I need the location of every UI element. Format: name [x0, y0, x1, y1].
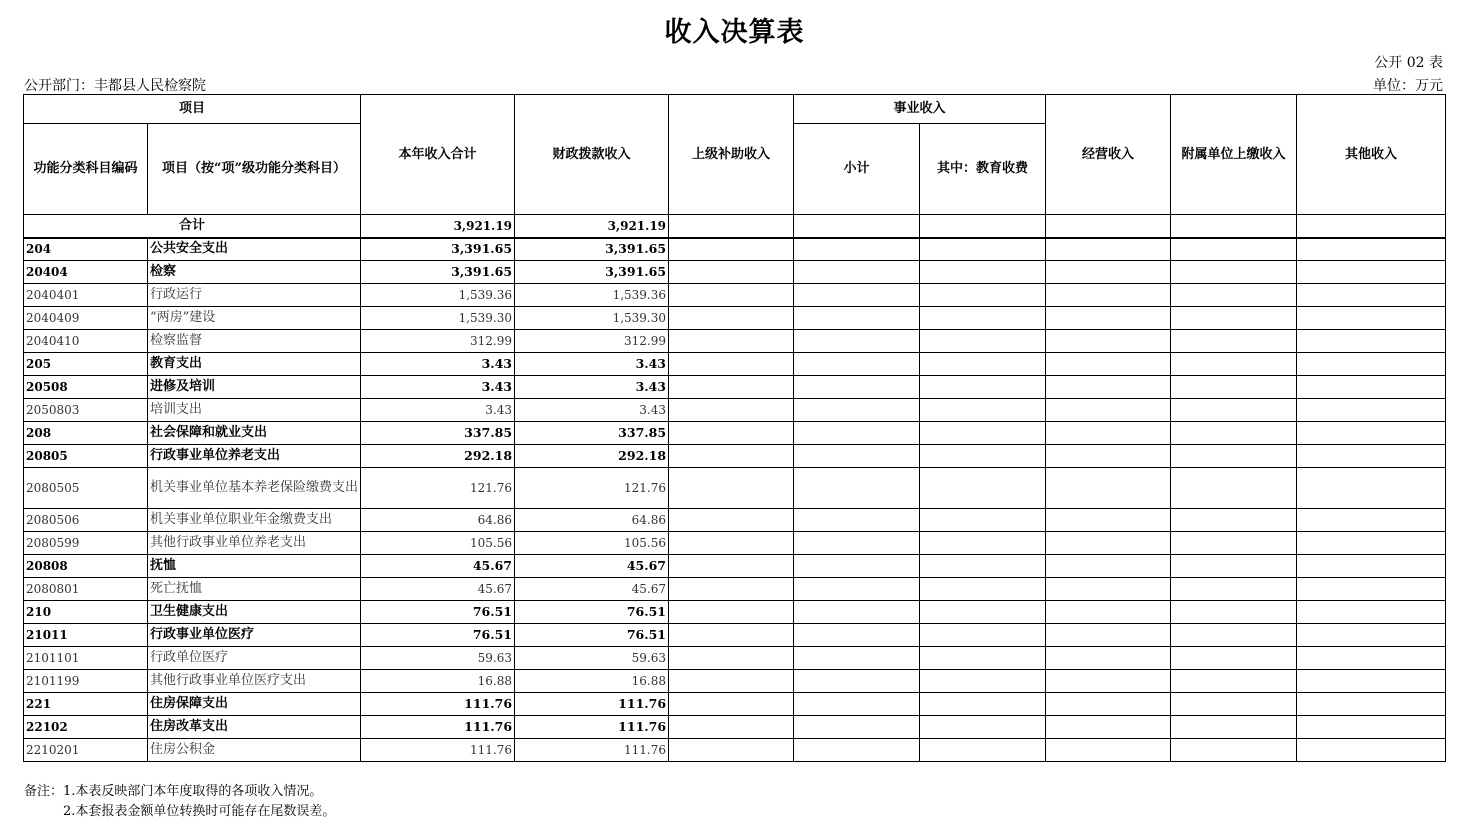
row-code: 2050803	[24, 399, 148, 422]
row-total: 312.99	[361, 330, 515, 353]
row-code: 2210201	[24, 739, 148, 762]
empty-cell	[669, 399, 794, 422]
empty-cell	[1297, 238, 1446, 261]
empty-cell	[1171, 422, 1297, 445]
empty-cell	[920, 647, 1046, 670]
empty-cell	[1046, 647, 1171, 670]
empty-cell	[794, 468, 920, 509]
empty-cell	[920, 238, 1046, 261]
header-affiliated: 附属单位上缴收入	[1171, 95, 1297, 215]
empty-cell	[1297, 693, 1446, 716]
empty-cell	[794, 555, 920, 578]
empty-cell	[920, 399, 1046, 422]
empty-cell	[1046, 739, 1171, 762]
empty-cell	[669, 376, 794, 399]
total-row	[24, 215, 1446, 238]
row-name: 检察监督	[148, 330, 361, 353]
empty-cell	[1171, 468, 1297, 509]
empty-cell	[920, 261, 1046, 284]
total-fiscal: 3,921.19	[515, 215, 669, 238]
empty-cell	[1171, 261, 1297, 284]
row-name: 卫生健康支出	[148, 601, 361, 624]
empty-cell	[920, 445, 1046, 468]
row-code: 20404	[24, 261, 148, 284]
table-row	[24, 422, 1446, 445]
empty-cell	[669, 468, 794, 509]
empty-cell	[920, 670, 1046, 693]
empty-cell	[1297, 284, 1446, 307]
row-code: 205	[24, 353, 148, 376]
empty-cell	[1171, 601, 1297, 624]
row-total: 45.67	[361, 555, 515, 578]
empty-cell	[669, 284, 794, 307]
row-name: “两房”建设	[148, 307, 361, 330]
row-name: 检察	[148, 261, 361, 284]
empty-cell	[794, 330, 920, 353]
row-total: 3.43	[361, 399, 515, 422]
row-fiscal: 111.76	[515, 716, 669, 739]
row-name: 机关事业单位职业年金缴费支出	[148, 509, 361, 532]
header-code: 功能分类科目编码	[24, 124, 148, 215]
row-name: 行政运行	[148, 284, 361, 307]
empty-cell	[1046, 261, 1171, 284]
row-fiscal: 105.56	[515, 532, 669, 555]
empty-cell	[669, 624, 794, 647]
empty-cell	[669, 601, 794, 624]
row-code: 2080599	[24, 532, 148, 555]
row-fiscal: 76.51	[515, 624, 669, 647]
row-name: 行政事业单位医疗	[148, 624, 361, 647]
empty-cell	[669, 739, 794, 762]
row-total: 3,391.65	[361, 238, 515, 261]
empty-cell	[920, 284, 1046, 307]
empty-cell	[920, 693, 1046, 716]
row-code: 204	[24, 238, 148, 261]
empty-cell	[1171, 716, 1297, 739]
empty-cell	[794, 739, 920, 762]
empty-cell	[1297, 716, 1446, 739]
row-total: 59.63	[361, 647, 515, 670]
table-row	[24, 509, 1446, 532]
row-fiscal: 292.18	[515, 445, 669, 468]
empty-cell	[1171, 445, 1297, 468]
empty-cell	[1046, 422, 1171, 445]
table-row	[24, 624, 1446, 647]
table-row	[24, 578, 1446, 601]
empty-cell	[1046, 624, 1171, 647]
row-name: 社会保障和就业支出	[148, 422, 361, 445]
empty-cell	[1297, 307, 1446, 330]
row-fiscal: 3,391.65	[515, 261, 669, 284]
empty-cell	[1297, 601, 1446, 624]
empty-cell	[669, 422, 794, 445]
empty-cell	[1297, 376, 1446, 399]
empty-cell	[794, 238, 920, 261]
header-fiscal: 财政拨款收入	[515, 95, 669, 215]
row-fiscal: 45.67	[515, 555, 669, 578]
empty-cell	[1297, 647, 1446, 670]
row-total: 1,539.30	[361, 307, 515, 330]
empty-cell	[1171, 238, 1297, 261]
header-education: 其中：教育收费	[920, 124, 1046, 215]
empty-cell	[920, 422, 1046, 445]
row-fiscal: 45.67	[515, 578, 669, 601]
empty-cell	[1171, 555, 1297, 578]
header-name: 项目（按“项”级功能分类科目）	[148, 124, 361, 215]
row-name: 行政单位医疗	[148, 647, 361, 670]
table-row	[24, 555, 1446, 578]
row-total: 111.76	[361, 693, 515, 716]
empty-cell	[1046, 399, 1171, 422]
empty-cell	[794, 716, 920, 739]
empty-cell	[1046, 509, 1171, 532]
income-table	[23, 94, 1446, 762]
table-row	[24, 330, 1446, 353]
empty-cell	[794, 284, 920, 307]
table-row	[24, 399, 1446, 422]
row-fiscal: 111.76	[515, 693, 669, 716]
note-1: 备注：1.本表反映部门本年度取得的各项收入情况。	[24, 784, 323, 799]
empty-cell	[669, 716, 794, 739]
total-amount: 3,921.19	[361, 215, 515, 238]
table-row	[24, 693, 1446, 716]
header-business: 事业收入	[794, 95, 1046, 124]
header-other: 其他收入	[1297, 95, 1446, 215]
header-superior: 上级补助收入	[669, 95, 794, 215]
row-code: 20808	[24, 555, 148, 578]
row-code: 2040410	[24, 330, 148, 353]
row-name: 住房保障支出	[148, 693, 361, 716]
empty-cell	[920, 555, 1046, 578]
row-fiscal: 59.63	[515, 647, 669, 670]
empty-cell	[1171, 670, 1297, 693]
table-row	[24, 739, 1446, 762]
row-name: 教育支出	[148, 353, 361, 376]
empty-cell	[1171, 532, 1297, 555]
empty-cell	[1046, 445, 1171, 468]
empty-cell	[1171, 739, 1297, 762]
empty-cell	[669, 445, 794, 468]
empty-cell	[1171, 647, 1297, 670]
row-code: 221	[24, 693, 148, 716]
empty-cell	[669, 555, 794, 578]
row-total: 16.88	[361, 670, 515, 693]
row-name: 进修及培训	[148, 376, 361, 399]
row-code: 2080505	[24, 468, 148, 509]
empty-cell	[920, 376, 1046, 399]
row-name: 住房改革支出	[148, 716, 361, 739]
empty-cell	[1297, 624, 1446, 647]
empty-cell	[920, 716, 1046, 739]
row-fiscal: 111.76	[515, 739, 669, 762]
empty-cell	[920, 330, 1046, 353]
empty-cell	[1297, 670, 1446, 693]
empty-cell	[1171, 330, 1297, 353]
row-total: 111.76	[361, 739, 515, 762]
empty-cell	[794, 601, 920, 624]
empty-cell	[794, 693, 920, 716]
empty-cell	[794, 647, 920, 670]
empty-cell	[1297, 445, 1446, 468]
row-fiscal: 1,539.36	[515, 284, 669, 307]
row-code: 2040401	[24, 284, 148, 307]
empty-cell	[794, 445, 920, 468]
total-label: 合计	[24, 215, 361, 238]
row-fiscal: 1,539.30	[515, 307, 669, 330]
row-total: 111.76	[361, 716, 515, 739]
empty-cell	[1171, 284, 1297, 307]
row-fiscal: 3,391.65	[515, 238, 669, 261]
row-total: 121.76	[361, 468, 515, 509]
row-name: 机关事业单位基本养老保险缴费支出	[148, 468, 361, 509]
empty-cell	[1046, 284, 1171, 307]
table-row	[24, 670, 1446, 693]
empty-cell	[1297, 739, 1446, 762]
row-code: 2040409	[24, 307, 148, 330]
empty-cell	[1297, 261, 1446, 284]
header-total: 本年收入合计	[361, 95, 515, 215]
empty-cell	[669, 578, 794, 601]
row-code: 21011	[24, 624, 148, 647]
row-name: 行政事业单位养老支出	[148, 445, 361, 468]
row-name: 其他行政事业单位养老支出	[148, 532, 361, 555]
empty-cell	[794, 422, 920, 445]
page-title: 收入决算表	[664, 17, 805, 48]
empty-cell	[1046, 670, 1171, 693]
empty-cell	[1046, 532, 1171, 555]
empty-cell	[794, 578, 920, 601]
row-name: 抚恤	[148, 555, 361, 578]
empty-cell	[1046, 716, 1171, 739]
row-total: 292.18	[361, 445, 515, 468]
empty-cell	[1297, 578, 1446, 601]
row-total: 3.43	[361, 353, 515, 376]
empty-cell	[669, 307, 794, 330]
row-name: 住房公积金	[148, 739, 361, 762]
empty-cell	[794, 624, 920, 647]
empty-cell	[669, 238, 794, 261]
empty-cell	[669, 330, 794, 353]
empty-cell	[1297, 555, 1446, 578]
empty-cell	[920, 509, 1046, 532]
empty-cell	[794, 376, 920, 399]
note-2: 2.本套报表金额单位转换时可能存在尾数误差。	[63, 804, 336, 819]
empty-cell	[794, 670, 920, 693]
empty-cell	[1171, 376, 1297, 399]
table-row	[24, 376, 1446, 399]
row-total: 105.56	[361, 532, 515, 555]
table-row	[24, 353, 1446, 376]
empty-cell	[920, 353, 1046, 376]
row-total: 3,391.65	[361, 261, 515, 284]
table-row	[24, 284, 1446, 307]
table-row	[24, 532, 1446, 555]
row-fiscal: 337.85	[515, 422, 669, 445]
empty-cell	[669, 532, 794, 555]
row-code: 2080801	[24, 578, 148, 601]
empty-cell	[794, 307, 920, 330]
empty-cell	[1046, 376, 1171, 399]
empty-cell	[1297, 399, 1446, 422]
empty-cell	[920, 532, 1046, 555]
empty-cell	[1046, 307, 1171, 330]
row-fiscal: 3.43	[515, 399, 669, 422]
row-code: 22102	[24, 716, 148, 739]
empty-cell	[1171, 578, 1297, 601]
row-total: 64.86	[361, 509, 515, 532]
empty-cell	[1171, 624, 1297, 647]
table-row	[24, 261, 1446, 284]
empty-cell	[1171, 307, 1297, 330]
row-fiscal: 3.43	[515, 376, 669, 399]
table-row	[24, 307, 1446, 330]
row-name: 其他行政事业单位医疗支出	[148, 670, 361, 693]
table-row	[24, 468, 1446, 509]
empty-cell	[1046, 468, 1171, 509]
row-fiscal: 16.88	[515, 670, 669, 693]
table-row	[24, 445, 1446, 468]
row-code: 208	[24, 422, 148, 445]
row-total: 76.51	[361, 624, 515, 647]
empty-cell	[1297, 509, 1446, 532]
empty-cell	[920, 624, 1046, 647]
empty-cell	[794, 261, 920, 284]
empty-cell	[669, 647, 794, 670]
table-row	[24, 601, 1446, 624]
row-total: 1,539.36	[361, 284, 515, 307]
empty-cell	[794, 353, 920, 376]
empty-cell	[1046, 693, 1171, 716]
row-fiscal: 76.51	[515, 601, 669, 624]
empty-cell	[1046, 238, 1171, 261]
notes	[24, 782, 335, 822]
row-code: 20508	[24, 376, 148, 399]
empty-cell	[1171, 509, 1297, 532]
empty-cell	[1046, 330, 1171, 353]
table-row	[24, 647, 1446, 670]
row-name: 公共安全支出	[148, 238, 361, 261]
empty-cell	[1297, 468, 1446, 509]
empty-cell	[920, 307, 1046, 330]
empty-cell	[794, 532, 920, 555]
header-subtotal: 小计	[794, 124, 920, 215]
row-name: 培训支出	[148, 399, 361, 422]
empty-cell	[1046, 578, 1171, 601]
table-row	[24, 716, 1446, 739]
header-operating: 经营收入	[1046, 95, 1171, 215]
empty-cell	[669, 509, 794, 532]
empty-cell	[920, 739, 1046, 762]
empty-cell	[920, 578, 1046, 601]
row-total: 45.67	[361, 578, 515, 601]
row-total: 337.85	[361, 422, 515, 445]
table-row	[24, 238, 1446, 261]
row-fiscal: 3.43	[515, 353, 669, 376]
empty-cell	[1297, 353, 1446, 376]
row-code: 2101101	[24, 647, 148, 670]
empty-cell	[920, 468, 1046, 509]
row-fiscal: 121.76	[515, 468, 669, 509]
empty-cell	[1297, 422, 1446, 445]
empty-cell	[1171, 353, 1297, 376]
empty-cell	[1046, 601, 1171, 624]
empty-cell	[1171, 693, 1297, 716]
row-code: 2101199	[24, 670, 148, 693]
empty-cell	[669, 353, 794, 376]
empty-cell	[669, 670, 794, 693]
row-total: 3.43	[361, 376, 515, 399]
row-code: 2080506	[24, 509, 148, 532]
empty-cell	[669, 261, 794, 284]
row-total: 76.51	[361, 601, 515, 624]
header-item: 项目	[24, 95, 361, 124]
empty-cell	[920, 601, 1046, 624]
department-label: 公开部门：丰都县人民检察院	[24, 78, 206, 94]
form-number: 公开 02 表	[1374, 55, 1443, 71]
empty-cell	[794, 399, 920, 422]
unit-label: 单位：万元	[1373, 78, 1443, 94]
empty-cell	[1297, 330, 1446, 353]
row-fiscal: 64.86	[515, 509, 669, 532]
row-code: 20805	[24, 445, 148, 468]
row-fiscal: 312.99	[515, 330, 669, 353]
empty-cell	[1297, 532, 1446, 555]
empty-cell	[1046, 555, 1171, 578]
empty-cell	[1171, 399, 1297, 422]
empty-cell	[794, 509, 920, 532]
empty-cell	[669, 693, 794, 716]
row-code: 210	[24, 601, 148, 624]
empty-cell	[1046, 353, 1171, 376]
row-name: 死亡抚恤	[148, 578, 361, 601]
